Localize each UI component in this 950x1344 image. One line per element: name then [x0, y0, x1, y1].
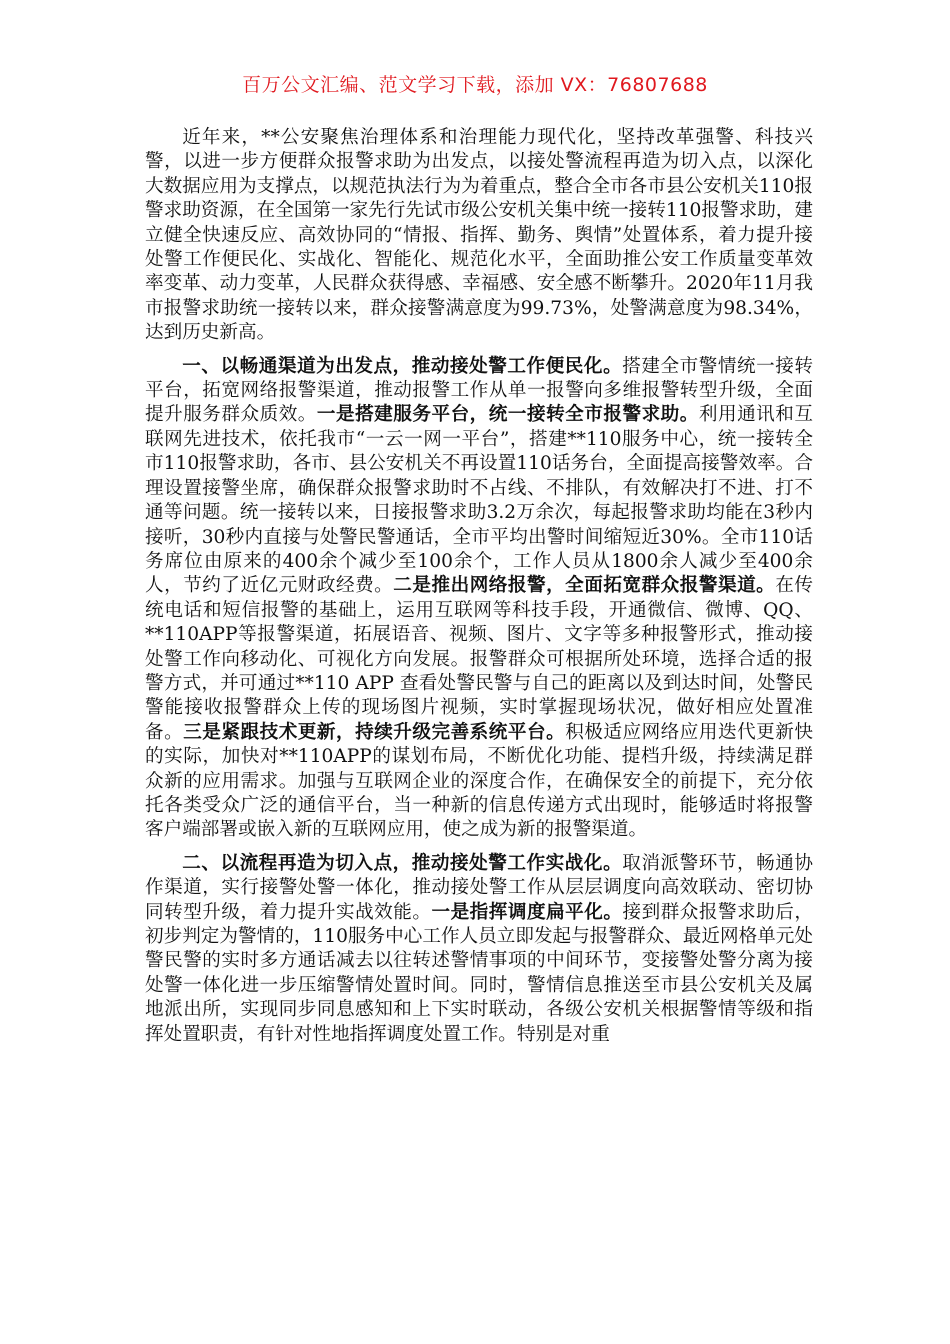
section-two-point-1: 一是指挥调度扁平化。: [431, 901, 623, 923]
section-one-text-1: 搭建全市警情统一接转平台，拓宽网络报警渠道，推动报警工作从单一报警向多维报警转型升级，全面提升服务群众质效。: [145, 355, 813, 426]
watermark-header: 百万公文汇编、范文学习下载，添加 VX：76807688: [242, 74, 708, 96]
section-one-text-3: 在传统电话和短信报警的基础上，运用互联网等科技手段，开通微信、微博、QQ、**110APP等报警渠道，拓展语音、视频、图片、文字等多种报警形式，推动接处警工作向移动化、可视化方向发展。报警群众可根据所处环境，选择合适的报警方式，并可通过**110 APP 查看处警民警与自己的距离以及到达时间，处警民警能接收报警群众上传的现场图片视频，实时掌握现场状况，做好相应处置准备。: [145, 575, 813, 743]
intro-text: 近年来，**公安聚焦治理体系和治理能力现代化，坚持改革强警、科技兴警，以进一步方便群众报警求助为出发点，以接处警流程再造为切入点，以深化大数据应用为支撑点，以规范执法行为为着重点，整合全市各市县公安机关110报警求助资源，在全国第一家先行先试市级公安机关集中统一接转110报警求助，建立健全快速反应、高效协同的“情报、指挥、勤务、舆情”处置体系，着力提升接处警工作便民化、实战化、智能化、规范化水平，全面助推公安工作质量变革效率变革、动力变革，人民群众获得感、幸福感、安全感不断攀升。2020年11月我市报警求助统一接转以来，群众接警满意度为99.73%，处警满意度为98.34%，达到历史新高。: [145, 127, 813, 344]
paragraph-section-one: [145, 355, 813, 843]
document-body: [145, 126, 813, 1047]
section-one-point-1: 一是搭建服务平台，统一接转全市报警求助。: [316, 404, 699, 426]
paragraph-intro: [145, 126, 813, 346]
paragraph-section-two: [145, 852, 813, 1047]
section-one-text-4: 积极适应网络应用迭代更新快的实际，加快对**110APP的谋划布局，不断优化功能、提档升级，持续满足群众新的应用需求。加强与互联网企业的深度合作，在确保安全的前提下，充分依托各类受众广泛的通信平台，当一种新的信息传递方式出现时，能够适时将报警客户端部署或嵌入新的互联网应用，使之成为新的报警渠道。: [145, 721, 813, 841]
section-one-point-3: 三是紧跟技术更新，持续升级完善系统平台。: [183, 721, 566, 743]
section-one-text-2: 利用通讯和互联网先进技术，依托我市“一云一网一平台”，搭建**110服务中心，统一接转全市110报警求助，各市、县公安机关不再设置110话务台，全面提高接警效率。合理设置接警坐席，确保群众报警求助时不占线、不排队，有效解决打不进、打不通等问题。统一接转以来，日接报警求助3.2万余次，每起报警求助均能在3秒内接听，30秒内直接与处警民警通话，全市平均出警时间缩短近30%。全市110话务席位由原来的400余个减少至100余个，工作人员从1800余人减少至400余人，节约了近亿元财政经费。: [145, 404, 813, 597]
section-two-heading: 二、以流程再造为切入点，推动接处警工作实战化。: [182, 852, 623, 874]
section-two-text-1: 取消派警环节，畅通协作渠道，实行接警处警一体化，推动接处警工作从层层调度向高效联动、密切协同转型升级，着力提升实战效能。: [145, 852, 813, 923]
section-one-heading: 一、以畅通渠道为出发点，推动接处警工作便民化。: [182, 355, 623, 377]
section-two-text-2: 接到群众报警求助后，初步判定为警情的，110服务中心工作人员立即发起与报警群众、最近网格单元处警民警的实时多方通话减去以往转述警情事项的中间环节，变接警处警分离为接处警一体化进一步压缩警情处置时间。同时，警情信息推送至市县公安机关及属地派出所，实现同步同息感知和上下实时联动，各级公安机关根据警情等级和指挥处置职责，有针对性地指挥调度处置工作。特别是对重: [145, 901, 813, 1045]
section-one-point-2: 二是推出网络报警，全面拓宽群众报警渠道。: [393, 575, 776, 597]
